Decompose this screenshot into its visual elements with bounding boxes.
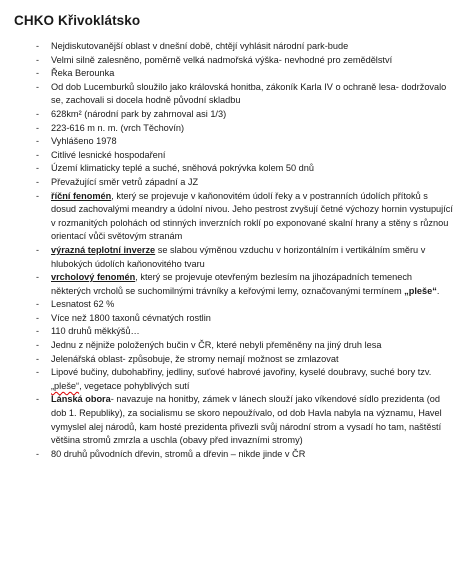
- bullet-item: [0, 393, 467, 447]
- bullet-text: se slabou výměnou vzduchu v horizontálním i vertikálním směru v hlubokých údolích kaňonovitého tvaru: [51, 244, 426, 269]
- bullet-marker: -: [36, 149, 39, 160]
- bullet-text: vrcholový fenomén: [51, 272, 136, 283]
- bullet-text: Vyhlášeno 1978: [51, 136, 117, 147]
- bullet-text: - navazuje na honitby, zámek v lánech slouží jako víkendové sídlo prezidenta (od dob 1. Republiky), za socialismu se skoro nepoužívalo, od dob Havla nabyla na významu, Havel vymyslel alej národů, kam hosté prezidenta přivezli svůj národní strom a vysadí ho tam, naštěstí většina stromů zmrzla a uschla (obavy před invazními stromy): [51, 394, 442, 446]
- bullet-text: , který se projevuje v kaňonovitém údolí řeky a v postranních údolích přítoků s dosud zachovalými meandry a údolní nivou. Jeho pestrost zvyšují četné výchozy hornin vystupující v rozmanitých polohách od stinných inverzních roklí po exponované skalní hrany a stěny s různou orientací vůči světovým stranám: [51, 190, 453, 242]
- bullet-marker: -: [36, 41, 39, 51]
- bullet-text: Jednu z nějnіže položených bučin v ČR, které nebyli přeměněny na jiný druh lesa: [51, 340, 382, 351]
- bullet-item: [0, 122, 467, 136]
- bullet-item: [0, 176, 467, 190]
- bullet-marker: -: [36, 190, 39, 201]
- bullet-item: [0, 366, 467, 393]
- bullet-text: Nejdiskutovanější oblast v dnešní době, chtějí vyhlásit národní park-bude: [51, 41, 349, 51]
- bullet-marker: -: [36, 136, 39, 147]
- bullet-text: .: [436, 285, 440, 296]
- bullet-item: [0, 298, 467, 312]
- bullet-item: [0, 81, 467, 108]
- bullet-item: [0, 67, 467, 81]
- bullet-marker: -: [36, 54, 39, 65]
- bullet-text: 628km² (národní park by zahrnoval asi 1/3): [51, 108, 227, 119]
- bullet-marker: -: [36, 312, 39, 323]
- bullet-item: [0, 108, 467, 122]
- bullet-text: Lipové bučiny, dubohabřiny, jedliny, suťové habrové javořiny, kyselé doubravy, suché bory tzv.: [51, 367, 432, 378]
- bullet-marker: -: [36, 326, 39, 337]
- bullet-marker: -: [36, 163, 39, 174]
- bullet-item: [0, 135, 467, 149]
- bullet-marker: -: [36, 176, 39, 187]
- bullet-list: [0, 40, 467, 461]
- bullet-text: Od dob Lucemburků sloužilo jako královská honitba, zákoník Karla IV o ochraně lesa- dodržovalo se, zachovali si docela hodně původní skladbu: [51, 81, 447, 106]
- bullet-marker: -: [36, 353, 39, 364]
- bullet-text: Více než 1800 taxonů cévnatých rostlin: [51, 312, 211, 323]
- bullet-text: 223-616 m n. m. (vrch Těchovín): [51, 122, 185, 133]
- bullet-marker: -: [36, 448, 39, 459]
- bullet-marker: -: [36, 299, 39, 310]
- bullet-text: , který se projevuje otevřeným bezlesím na jihozápadních temenech některých vrcholů se suchomilnými trávníky a keřovými lemy, označovanými termínem: [51, 272, 413, 296]
- bullet-text: Lánská obora: [51, 394, 111, 405]
- bullet-text: „pleše“: [404, 285, 437, 296]
- bullet-item: [0, 339, 467, 353]
- bullet-item: [0, 271, 467, 298]
- bullet-marker: -: [36, 367, 39, 378]
- bullet-text: Lesnatost 62 %: [51, 299, 115, 310]
- bullet-item: [0, 40, 467, 54]
- bullet-item: [0, 190, 467, 244]
- bullet-item: [0, 353, 467, 367]
- bullet-marker: -: [36, 81, 39, 92]
- bullet-marker: -: [36, 122, 39, 133]
- bullet-item: [0, 312, 467, 326]
- bullet-marker: -: [36, 244, 39, 255]
- bullet-text: Velmi silně zalesněno, poměrně velká nadmořská výška- nevhodné pro zemědělství: [51, 54, 393, 65]
- bullet-text: výrazná teplotní inverze: [51, 244, 156, 255]
- bullet-item: [0, 149, 467, 163]
- bullet-marker: -: [36, 108, 39, 119]
- bullet-marker: -: [36, 68, 39, 79]
- bullet-marker: -: [36, 340, 39, 351]
- bullet-text: 110 druhů měkkýšů…: [51, 326, 140, 337]
- bullet-text: říční fenomén: [51, 190, 112, 201]
- bullet-item: [0, 448, 467, 462]
- bullet-text: Jelenářská oblast- způsobuje, že stromy nemají možnost se zmlazovat: [51, 353, 339, 364]
- bullet-text: Území klimaticky teplé a suché, sněhová pokrývka kolem 50 dnů: [51, 163, 314, 174]
- bullet-marker: -: [36, 394, 39, 405]
- bullet-item: [0, 54, 467, 68]
- bullet-text: Citlivé lesnické hospodaření: [51, 149, 166, 160]
- bullet-item: [0, 162, 467, 176]
- document-title: CHKO Křivoklátsko: [14, 13, 141, 28]
- bullet-item: [0, 325, 467, 339]
- bullet-marker: -: [36, 272, 39, 283]
- bullet-text: Řeka Berounka: [51, 68, 115, 79]
- bullet-item: [0, 244, 467, 271]
- bullet-text: 80 druhů původních dřevin, stromů a dřevin – nikde jinde v ČR: [51, 448, 306, 459]
- bullet-text: , vegetace pohyblivých sutí: [79, 380, 190, 391]
- bullet-text: „pleše“: [51, 380, 80, 391]
- bullet-text: Převažující směr vetrů západní a JZ: [51, 176, 199, 187]
